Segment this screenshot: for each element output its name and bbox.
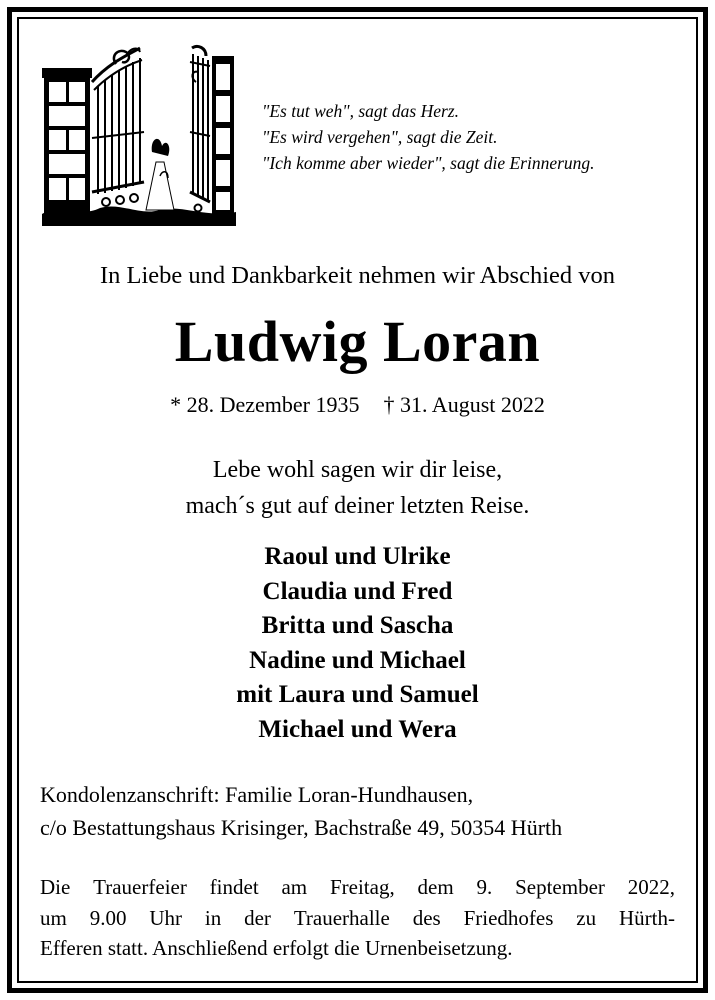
word: Friedhofes [463, 905, 554, 930]
funeral-line-2 [40, 903, 675, 934]
word: am [281, 875, 308, 899]
mourner-line: Claudia und Fred [262, 577, 453, 605]
word: 2022, [627, 875, 675, 899]
life-dates [0, 392, 715, 418]
word: September [515, 875, 605, 899]
word: findet [209, 875, 259, 899]
word: Uhr [149, 905, 183, 930]
quote-line: "Ich komme aber wieder", sagt die Erinnerung. [262, 153, 595, 173]
mourner-line: mit Laura und Samuel [236, 681, 479, 708]
mourner-line: Nadine und Michael [249, 646, 466, 674]
word: um [40, 905, 67, 930]
epitaph-quote [262, 98, 595, 176]
word: Hürth- [619, 905, 675, 930]
word: dem [417, 875, 454, 899]
word: der [244, 905, 271, 930]
funeral-line-1 [40, 872, 675, 903]
word: des [412, 905, 441, 930]
word: Freitag, [329, 875, 395, 899]
farewell-verse [0, 452, 715, 524]
birth-date: * 28. Dezember 1935 [170, 392, 360, 417]
verse-line: Lebe wohl sagen wir dir leise, [212, 457, 503, 483]
mourner-line: Raoul und Ulrike [264, 543, 451, 570]
death-date: † 31. August 2022 [383, 392, 545, 417]
quote-line: "Es tut weh", sagt das Herz. [262, 101, 459, 121]
intro-text: In Liebe und Dankbarkeit nehmen wir Abschied von [99, 262, 616, 289]
condolence-line: Kondolenzanschrift: Familie Loran-Hundhausen, [40, 782, 474, 807]
word: 9. [476, 875, 493, 899]
word: in [204, 905, 222, 930]
condolence-line: c/o Bestattungshaus Krisinger, Bachstraße 49, 50354 Hürth [40, 815, 563, 840]
funeral-notice [40, 872, 675, 964]
word: Trauerhalle [293, 905, 390, 930]
condolence-address [40, 778, 562, 844]
funeral-line-text: Efferen statt. Anschließend erfolgt die Urnenbeisetzung. [40, 936, 513, 960]
quote-line: "Es wird vergehen", sagt die Zeit. [262, 127, 498, 147]
verse-line: mach´s gut auf deiner letzten Reise. [185, 493, 530, 519]
deceased-name: Ludwig Loran [174, 309, 541, 374]
mourner-line: Britta und Sascha [261, 612, 454, 639]
word: Die [40, 875, 71, 899]
funeral-line-3 [40, 933, 675, 964]
word: zu [576, 905, 597, 930]
cemetery-gate-illustration [40, 42, 238, 226]
mourners-list [0, 540, 715, 747]
mourner-line: Michael und Wera [258, 715, 457, 743]
word: Trauerfeier [93, 875, 187, 899]
word: 9.00 [89, 905, 127, 930]
